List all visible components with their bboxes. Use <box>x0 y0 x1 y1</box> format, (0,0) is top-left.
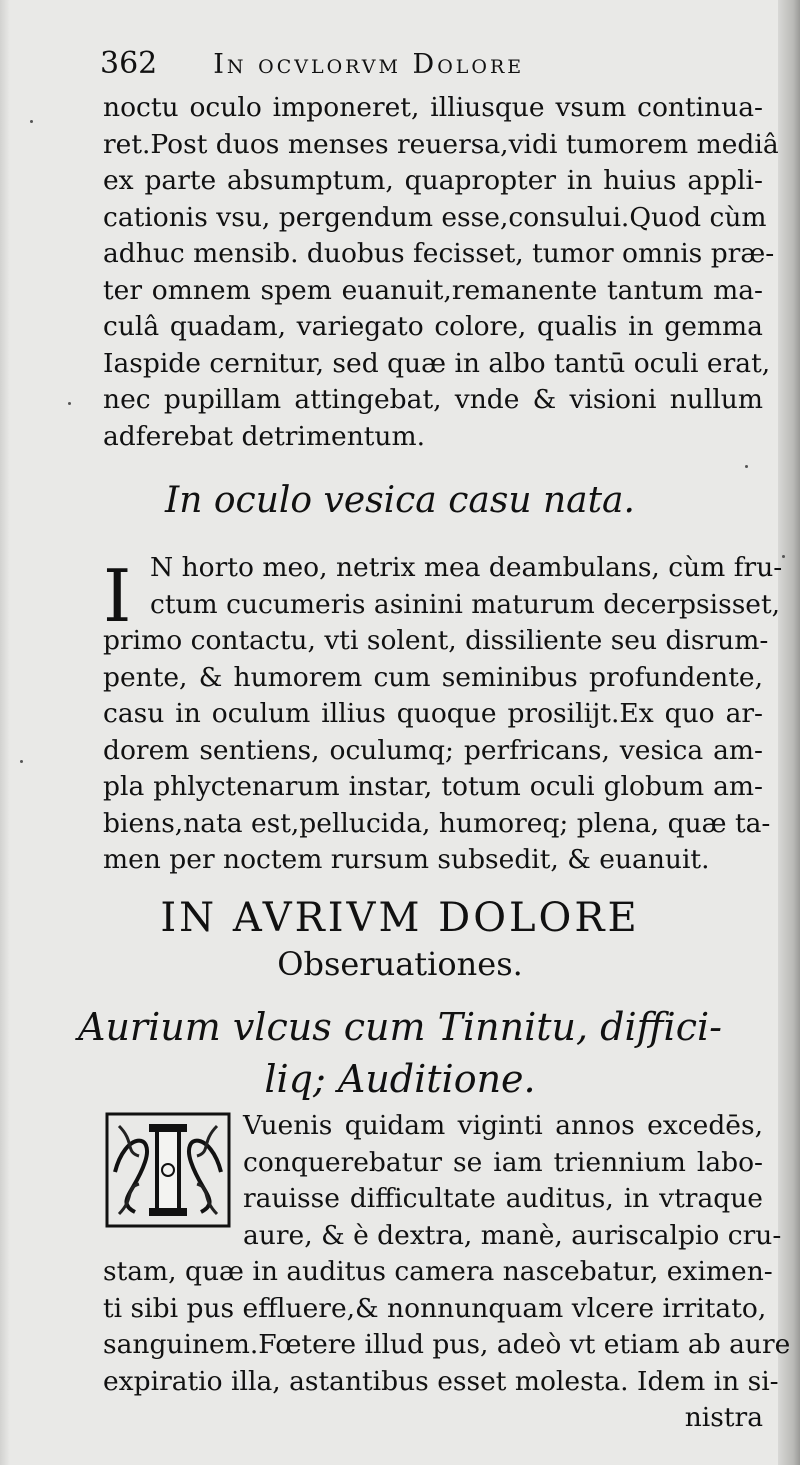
text-line: adferebat detrimentum. <box>103 420 426 452</box>
text-line: noctu oculo imponeret, illiusque vsum continua- <box>103 92 763 123</box>
text-line: Vuenis quidam viginti annos excedēs, <box>243 1110 763 1141</box>
text-line: ter omnem spem euanuit,remanente tantum ma- <box>103 274 763 306</box>
text-line: ti sibi pus effluere,& nonnunquam vlcere irritato, <box>103 1292 767 1324</box>
section-heading-aurium-1: Aurium vlcus cum Tinnitu, diffici- <box>78 1005 722 1049</box>
page-number: 362 <box>100 46 158 81</box>
catchword: nistra <box>684 1402 763 1433</box>
drop-cap: I <box>103 554 132 638</box>
text-line: expiratio illa, astantibus esset molesta. Idem in si- <box>103 1365 779 1397</box>
text-line: ex parte absumptum, quapropter in huius appli- <box>103 165 763 196</box>
text-line: ctum cucumeris asinini maturum decerpsisset, <box>150 588 781 620</box>
text-line: ret.Post duos menses reuersa,vidi tumorem mediâ <box>103 128 779 160</box>
text-line: dorem sentiens, oculumq; perfricans, vesica am- <box>103 734 763 766</box>
section-heading-aurium-2: liq; Auditione. <box>264 1057 536 1101</box>
text-line: culâ quadam, variegato colore, qualis in gemma <box>103 311 763 342</box>
paragraph-3-indented <box>243 1108 782 1254</box>
text-line: biens,nata est,pellucida, humoreq; plena, quæ ta- <box>103 807 771 839</box>
text-line: primo contactu, vti solent, dissiliente seu disrum- <box>103 625 769 656</box>
chapter-heading: IN AVRIVM DOLORE <box>160 895 640 941</box>
text-line: cationis vsu, pergendum esse,consului.Quod cùm <box>103 201 767 233</box>
text-line: pla phlyctenarum instar, totum oculi globum am- <box>103 771 763 802</box>
section-heading-vesica: In oculo vesica casu nata. <box>165 480 635 521</box>
ornamental-initial-image <box>105 1112 231 1228</box>
paragraph-3 <box>103 1254 791 1400</box>
text-line: conquerebatur se iam triennium labo- <box>243 1146 763 1178</box>
running-title: In ocvlorvm Dolore <box>213 49 525 80</box>
text-line: rauisse difficultate auditus, in vtraque <box>243 1183 763 1214</box>
text-line: Iaspide cernitur, sed quæ in albo tantū oculi erat, <box>103 347 771 379</box>
paragraph-1 <box>103 90 779 455</box>
text-line: stam, quæ in auditus camera nascebatur, eximen- <box>103 1256 773 1287</box>
page-header <box>100 46 660 86</box>
text-line: pente, & humorem cum seminibus profundente, <box>103 661 763 693</box>
text-line: sanguinem.Fœtere illud pus, adeò vt etiam ab aure <box>103 1329 791 1360</box>
chapter-subheading: Obseruationes. <box>277 945 523 983</box>
text-line: men per noctem rursum subsedit, & euanuit. <box>103 844 710 875</box>
text-line: casu in oculum illius quoque prosilijt.Ex quo ar- <box>103 698 763 729</box>
text-line: aure, & è dextra, manè, auriscalpio cru- <box>243 1219 782 1251</box>
text-line: N horto meo, netrix mea deambulans, cùm fru- <box>150 552 783 583</box>
paragraph-2-indented <box>150 550 783 623</box>
text-line: adhuc mensib. duobus fecisset, tumor omnis præ- <box>103 238 775 269</box>
text-line: nec pupillam attingebat, vnde & visioni nullum <box>103 384 763 415</box>
paragraph-2 <box>103 623 771 879</box>
